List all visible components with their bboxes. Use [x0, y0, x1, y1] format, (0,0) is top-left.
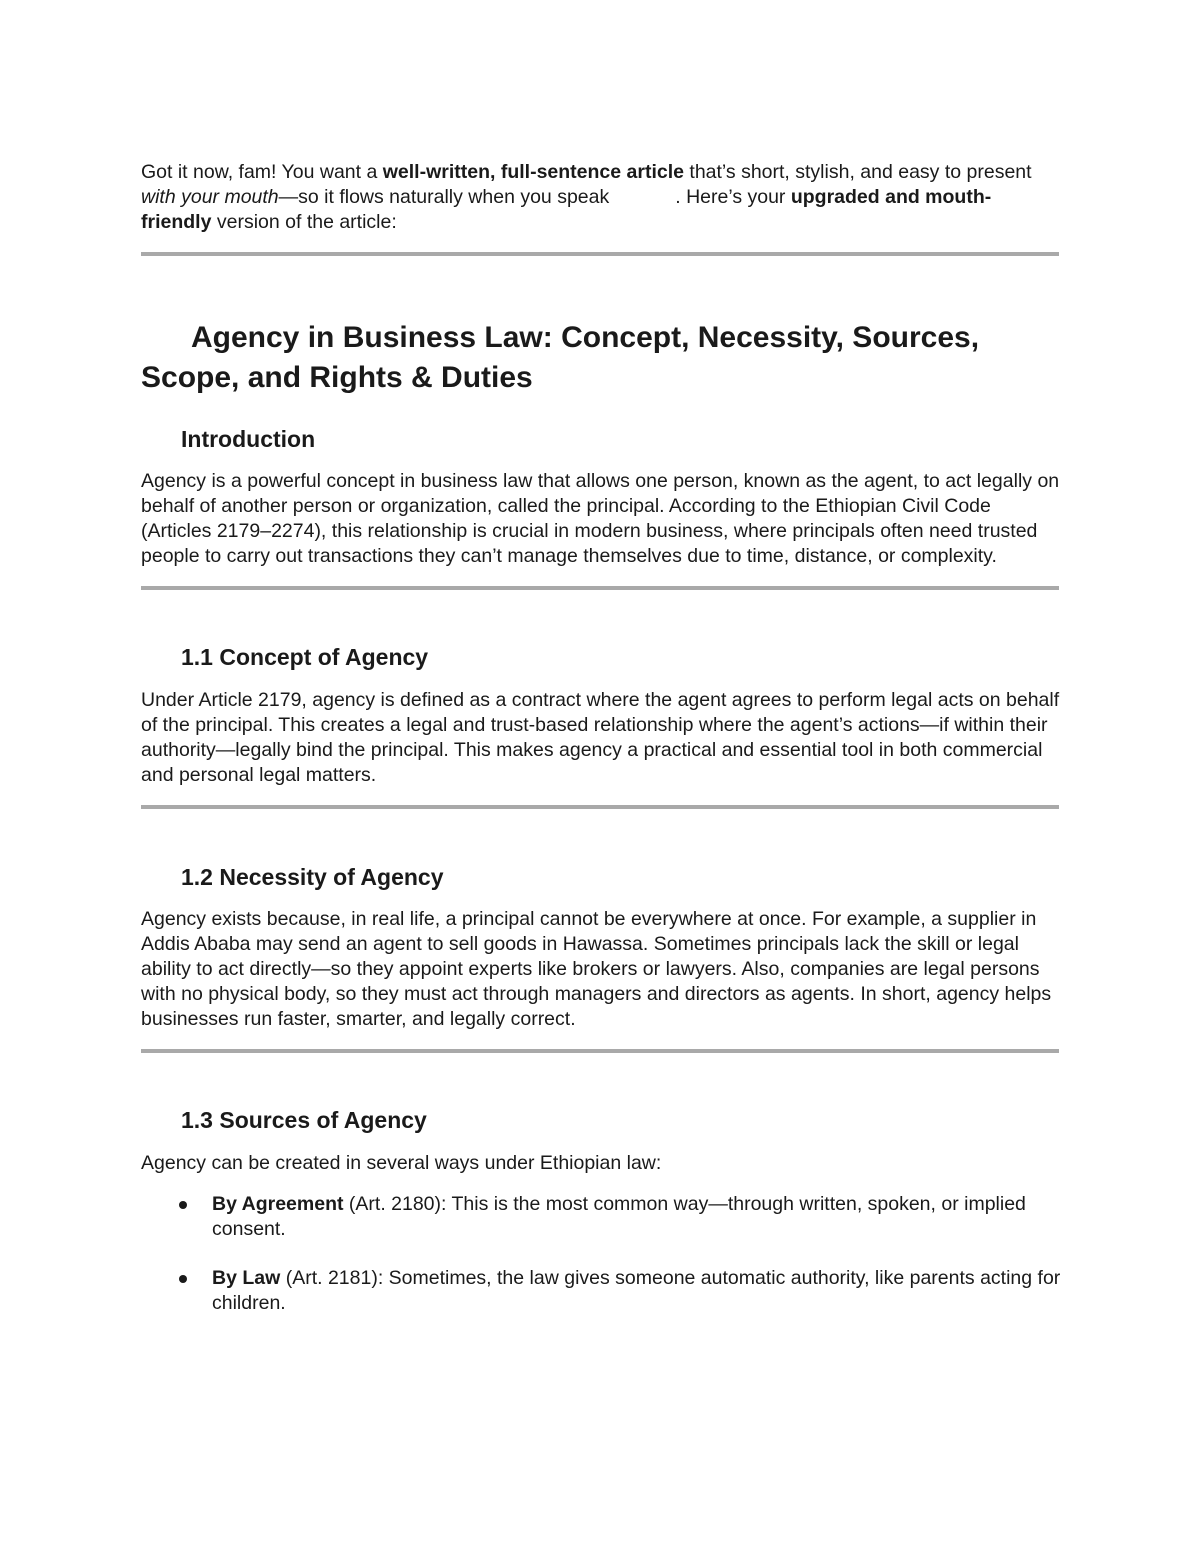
necessity-body: Agency exists because, in real life, a principal cannot be everywhere at once. For example, a supplier in Addis Ababa may send an agent to sell goods in Hawassa. Sometimes principals lack the skill or legal ability to act directly—so they appoint experts like brokers or lawyers. Also, companies are legal persons with no physical body, so they must act through managers and directors as agents. In short, agency helps businesses run faster, smarter, and legally correct.: [141, 908, 1052, 1030]
intro-text-1: Got it now, fam! You want a: [141, 161, 383, 183]
list-item-text: (Art. 2180): This is the most common way—through written, spoken, or implied consent.: [212, 1193, 1026, 1240]
intro-paragraph: [141, 160, 1061, 235]
intro-italic: with your mouth: [141, 186, 279, 208]
list-item-label: By Law: [212, 1267, 281, 1289]
divider-4: [141, 1049, 1059, 1053]
bullet-icon: [179, 1201, 187, 1209]
intro-text-2: that’s short, stylish, and easy to present: [683, 161, 1032, 183]
sources-lead: Agency can be created in several ways under Ethiopian law:: [141, 1152, 662, 1174]
document-page: [141, 160, 1061, 1316]
article-title: Agency in Business Law: Concept, Necessity, Sources, Scope, and Rights & Duties: [141, 321, 980, 394]
necessity-heading: 1.2 Necessity of Agency: [181, 864, 444, 890]
list-item-text: (Art. 2181): Sometimes, the law gives someone automatic authority, like parents acting for children.: [212, 1267, 1061, 1314]
sources-list: [141, 1192, 1061, 1316]
concept-heading: 1.1 Concept of Agency: [181, 644, 429, 670]
intro-bold-2: upgraded and mouth-friendly: [141, 186, 992, 233]
list-item: [141, 1192, 1061, 1242]
divider-1: [141, 252, 1059, 256]
intro-text-5: version of the article:: [211, 211, 397, 233]
intro-text-4: . Here’s your: [675, 186, 791, 208]
bullet-icon: [179, 1275, 187, 1283]
divider-2: [141, 586, 1059, 590]
intro-text-3: —so it flows naturally when you speak: [278, 186, 610, 208]
list-item: [141, 1266, 1061, 1316]
list-item-label: By Agreement: [212, 1193, 344, 1215]
introduction-body: Agency is a powerful concept in business law that allows one person, known as the agent, to act legally on behalf of another person or organization, called the principal. According to the Ethiopian Civil Code (Articles 2179–2274), this relationship is crucial in modern business, where principals often need trusted people to carry out transactions they can’t manage themselves due to time, distance, or complexity.: [141, 470, 1060, 567]
introduction-heading: Introduction: [181, 426, 316, 452]
sources-heading: 1.3 Sources of Agency: [181, 1107, 427, 1133]
intro-bold-1: well-written, full-sentence article: [382, 161, 684, 183]
divider-3: [141, 805, 1059, 809]
concept-body: Under Article 2179, agency is defined as a contract where the agent agrees to perform legal acts on behalf of the principal. This creates a legal and trust-based relationship where the agent’s actions—if within their authority—legally bind the principal. This makes agency a practical and essential tool in both commercial and personal legal matters.: [141, 689, 1060, 786]
